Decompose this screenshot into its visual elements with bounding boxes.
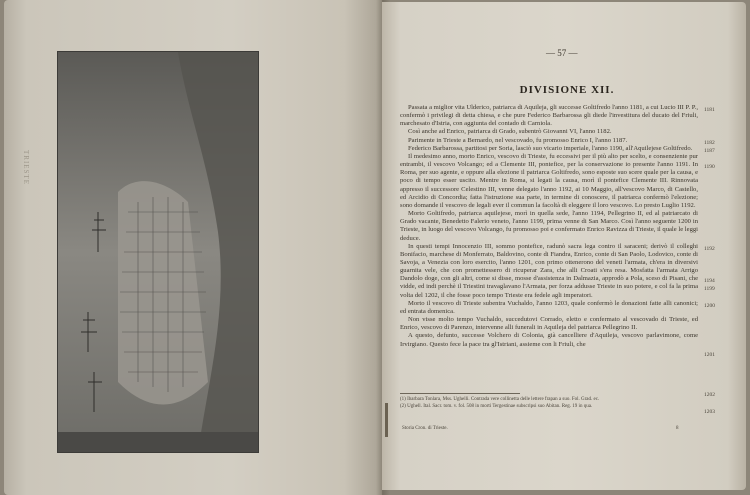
marginal-year <box>704 326 736 334</box>
marginal-year <box>704 155 736 163</box>
marginal-year <box>704 294 736 302</box>
marginal-year <box>704 359 736 367</box>
marginal-year <box>704 171 736 179</box>
marginal-year: 1190 <box>704 164 715 171</box>
marginal-year: 1187 <box>704 147 715 154</box>
marginal-year <box>704 130 736 138</box>
harbor-view-engraving <box>58 52 258 452</box>
left-page <box>4 0 382 495</box>
marginal-year <box>704 179 736 187</box>
signature-line: Storia Cron. di Trieste. <box>402 426 448 431</box>
marginal-year: 1201 <box>704 351 715 358</box>
engraving-illustration <box>58 52 258 452</box>
marginal-year <box>704 375 736 383</box>
marginal-year <box>704 212 736 220</box>
marginal-year: 1194 <box>704 278 715 285</box>
footnote: (2) Ughell. Ital. Sacr. tom. v. fol. 508 in morti Tergestinae subscripsi suo Abitan. Reg. 19 in qua. <box>400 403 593 409</box>
paragraph: Morto il vescovo di Trieste subentra Vuchaldo, l'anno 1203, quale confermò le donazioni fatte alli canonici; ed entrata domenica. <box>400 299 698 315</box>
footnote-rule <box>400 393 520 394</box>
marginal-year: 1199 <box>704 286 715 293</box>
footnotes <box>400 397 700 410</box>
marginal-year: 1202 <box>704 392 715 399</box>
paragraph: Federico Barbarossa, partitosi per Soria, lasciò suo vicario imperiale, l'anno 1190, all'Aquilejese Goltifredo. <box>408 144 693 152</box>
paragraph: A questo, defunto, successe Volchero di Colonia, già cancelliere d'Aquileja, vescovo parlavimone, come Irvirgiano. Questo fece la pace tra gl'Istriani, assieme con li Friuli, che <box>400 332 698 348</box>
marginal-year <box>704 343 736 351</box>
marginal-year <box>704 334 736 342</box>
marginal-year <box>704 237 736 245</box>
marginal-year <box>704 114 736 122</box>
marginal-year <box>704 220 736 228</box>
paragraph: Morto Goltifredo, patriarca aquilejese, morì in quella sede, l'anno 1194, Pellegrino II, ed al patriarcato di Grado vacante, Benedetto Falerio veneto, l'anno 1199, prima venne di San Marco. Così l'anno seguente 1200 in Trieste, in luogo del vescovo Volcango, fu promosso poi e confermato Enrico Ravizza di Trieste, il quale le leggi deduce. <box>400 210 698 242</box>
body-text <box>400 104 698 349</box>
marginal-year <box>704 310 736 318</box>
marginal-year <box>704 188 736 196</box>
marginal-year <box>704 196 736 204</box>
marginal-year <box>704 400 736 408</box>
paragraph: Il medesimo anno, morto Enrico, vescovo di Trieste, fu eccessivi per il più alto per scelto, e consenziente pur entrambi, il vescovo Volcango; ed a Clemente III, pontefice, per la conservazione io presente l'anno 1191. In Roma, per suo agente, e oppure alla elezione il patriarca Goltifredo, sono esposte suo scere quale per la causa, e poco di tempo esser uscito. Mentre in Roma, si legati la causa, morì il pontefice Clemente III. Rinnovata appresso il successore Celestino III, venne delegato l'anno 1192, ai 10 Maggio, all'vescovo Marco, di Castello, ed Arcidio di Concordia; fatta l'istruzione sua parte, in termine di conoscere, il patriarca confermò l'elezione; sono domande il vescovo de legali ever il commun la facoltà di eleggere il loro vescovo. Lo presto Luglio 1192. <box>400 152 698 209</box>
paragraph: Passata a miglior vita Ulderico, patriarca di Aquileja, gli successe Goltifredo l'anno 1181, a cui Lucio III P. P., confermò i privilegi di detta chiesa, e che pure Federico Barbarossa gli diede l'investitura del ducato del Friuli, marchesato d'Istria, con aggiunta del contado di Carniola. <box>400 104 698 128</box>
spine-lettering: TRIESTE <box>22 150 30 185</box>
page-number: — 57 — <box>546 48 578 58</box>
marginal-year <box>704 204 736 212</box>
marginal-year: 1203 <box>704 408 715 415</box>
paragraph: Così anche ad Enrico, patriarca di Grado, subentrò Giovanni VI, l'anno 1182. <box>408 128 612 136</box>
marginal-year <box>704 367 736 375</box>
paragraph: Parimente in Trieste a Bernardo, nel vescovado, fu promosso Enrico I, l'anno 1187. <box>408 136 628 144</box>
page-edge-tab <box>385 403 388 437</box>
paragraph: In questi tempi Innocenzio III, sommo pontefice, radunò sacra lega contro il saraceni; derivò il colleghi Bonifacio, marchese di Monferrato, Baldovino, conte di Fiandra, Enrico, conte di San Paolo, Lodovico, conte di Savoja, a Venezia con loro esercito, l'anno 1201, con primo ottenerono del veneti l'armata, ch'era in diversivi guarnita vele, che con promettessero di ricuperar Zara, che alli Croati s'era resa. Mosfatta l'armata Arrigo Dandolo doge, con gli altri, come si disse, mosse d'assistenza in Dalmazia, approdò a Pola, sceso di Pisani, che vidde, ed indi perchè il Triestini travaglavano l'Armata, per forza addusse Trieste in suo potere, e col fa la prima volta del 1202, il che fosse poco tempo Trieste era fedele agli imperatori. <box>400 242 698 299</box>
marginal-year <box>704 261 736 269</box>
marginal-year: 1200 <box>704 302 715 309</box>
marginal-year <box>704 122 736 130</box>
marginal-year <box>704 383 736 391</box>
marginal-years <box>704 106 736 416</box>
marginal-year <box>704 269 736 277</box>
marginal-year <box>704 318 736 326</box>
marginal-year <box>704 253 736 261</box>
signature-mark: 8 <box>676 426 679 431</box>
footnote: (1) Ibarbara Tonlara, Mss. Ughelli. Contrada vere collinetta delle lettere frapan a suo. Fol. Grad. ec. <box>400 397 600 402</box>
marginal-year <box>704 228 736 236</box>
book-spread <box>4 0 746 495</box>
marginal-year: 1181 <box>704 107 715 113</box>
paragraph: Non visse molto tempo Vuchaldo, succedutovi Corrado, eletto e confermato al vescovado di Trieste, ed Enrico, vescovo di Parenzo, intervenne alli funerali in Aquileja del patriarca Pellegrino II. <box>400 316 698 332</box>
marginal-year: 1182 <box>704 139 715 146</box>
marginal-year: 1192 <box>704 245 715 252</box>
section-heading: DIVISIONE XII. <box>519 84 615 96</box>
